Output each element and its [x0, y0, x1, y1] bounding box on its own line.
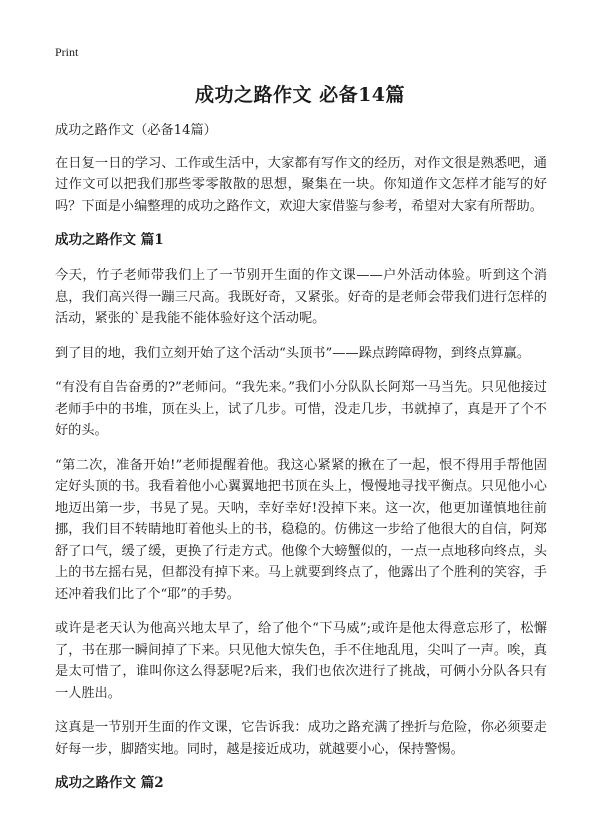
- article-body: [55, 120, 547, 808]
- paragraph: “有没有自告奋勇的?”老师问。“我先来。”我们小分队队长阿郑一马当先。只见他接过老师手中的书堆，顶在头上，试了几步。可惜，没走几步，书就掉了，真是开了个不好的头。: [55, 380, 547, 438]
- intro-paragraph: 在日复一日的学习、工作或生活中，大家都有写作文的经历，对作文很是熟悉吧，通过作文可以把我们那些零零散散的思想，聚集在一块。你知道作文怎样才能写的好吗？下面是小编整理的成功之路作文，欢迎大家借鉴与参考，希望对大家有所帮助。: [55, 155, 547, 214]
- section-heading-2: 成功之路作文 篇2: [55, 775, 164, 791]
- page-title: 成功之路作文 必备14篇: [194, 84, 406, 106]
- paragraph: “第二次，准备开始!”老师提醒着他。我这心紧紧的揪在了一起，恨不得用手帮他固定好头顶的书。我看着他小心翼翼地把书顶在头上，慢慢地寻找平衡点。只见他小心地迈出第一步，书晃了晃。天呐，幸好幸好!没掉下来。这一次，他更加谨慎地往前挪，我们目不转睛地盯着他头上的书，稳稳的。仿佛这一步给了他很大的自信，阿郑舒了口气，缓了缓，更换了行走方式。他像个大螃蟹似的，一点一点地移向终点，头上的书左摇右晃，但都没有掉下来。马上就要到终点了，他露出了个胜利的笑容，手还冲着我们比了个“耶”的手势。: [55, 457, 547, 602]
- paragraph: 到了目的地，我们立刻开始了这个活动“头顶书”——跺点跨障碍物，到终点算赢。: [55, 345, 531, 361]
- paragraph: 这真是一节别开生面的作文课，它告诉我：成功之路充满了挫折与危险，你必须要走好每一步，脚踏实地。同时，越是接近成功，就越要小心，保持警惕。: [55, 720, 547, 757]
- section-heading-1: 成功之路作文 篇1: [55, 232, 164, 248]
- article-subtitle: 成功之路作文（必备14篇）: [55, 123, 217, 138]
- paragraph: 或许是老天认为他高兴地太早了，给了他个“下马威”;或许是他太得意忘形了，松懈了，书在那一瞬间掉了下来。只见他大惊失色，手不住地乱甩，尖叫了一声。唉，真是太可惜了，谁叫你这么得瑟呢?后来，我们也依次进行了挑战，可俩小分队各只有一人胜出。: [55, 621, 547, 701]
- print-link[interactable]: Print: [55, 45, 79, 59]
- paragraph: 今天，竹子老师带我们上了一节别开生面的作文课——户外活动体验。听到这个消息，我们高兴得一蹦三尺高。我既好奇，又紧张。好奇的是老师会带我们进行怎样的活动，紧张的`是我能不能体验好这个活动呢。: [55, 268, 547, 326]
